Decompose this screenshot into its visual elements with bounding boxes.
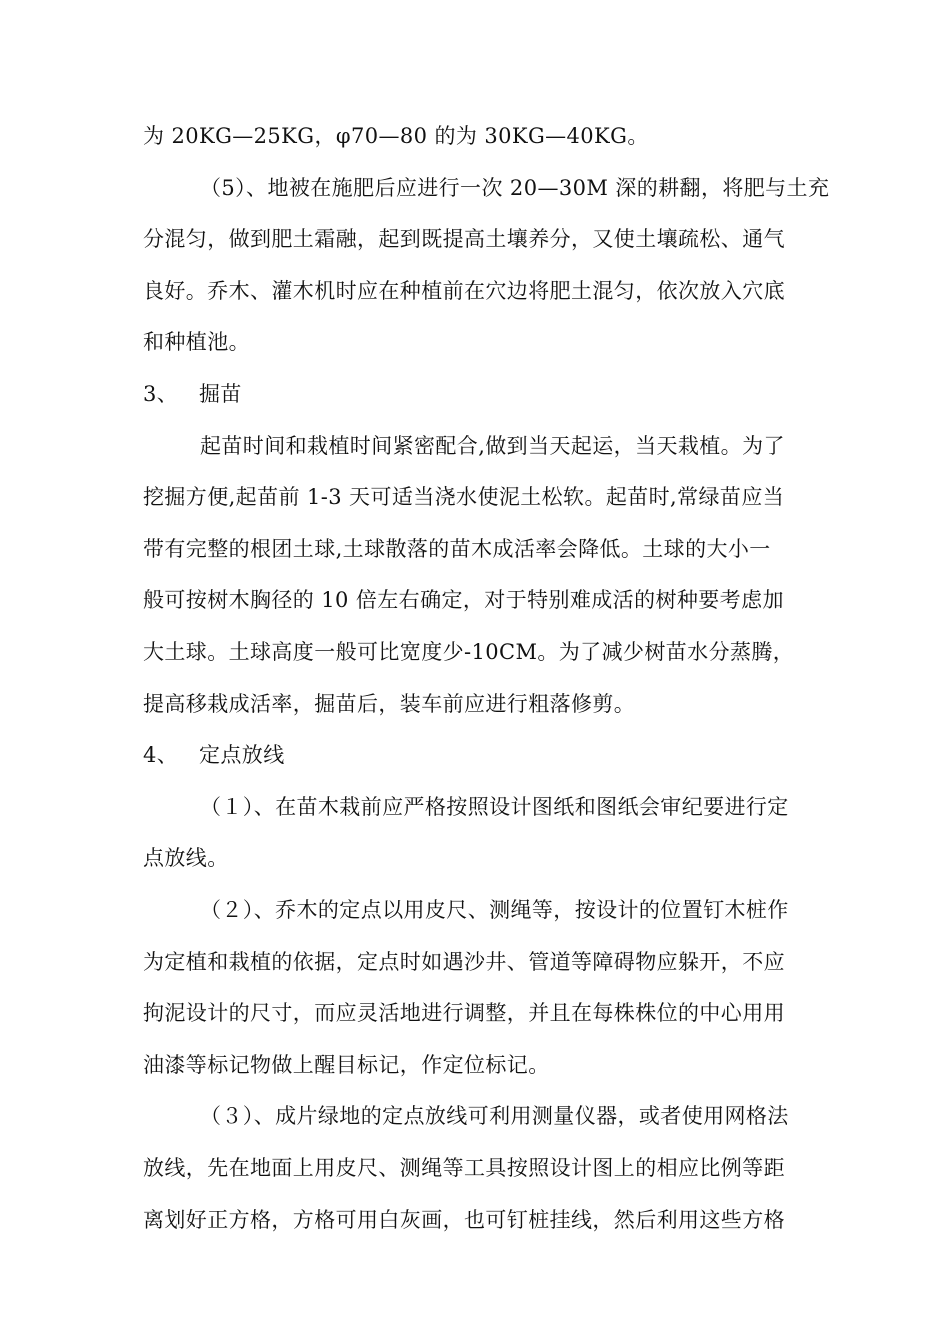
paragraph-line: 拘泥设计的尺寸，而应灵活地进行调整，并且在每株株位的中心用用 [143, 1001, 785, 1025]
paragraph-line: 般可按树木胸径的 10 倍左右确定，对于特别难成活的树种要考虑加 [143, 588, 784, 612]
paragraph-line: 点放线。 [143, 846, 229, 870]
paragraph-line: 大土球。土球高度一般可比宽度少-10CM。为了减少树苗水分蒸腾， [143, 640, 795, 664]
paragraph-line: 和种植池。 [143, 330, 250, 354]
paragraph-line: 离划好正方格，方格可用白灰画，也可钉桩挂线，然后利用这些方格 [143, 1208, 785, 1232]
paragraph-line: 带有完整的根团土球,土球散落的苗木成活率会降低。土球的大小一 [143, 537, 771, 561]
section-title: 掘苗 [199, 382, 242, 406]
paragraph-line: 起苗时间和栽植时间紧密配合,做到当天起运，当天栽植。为了 [200, 434, 785, 458]
section-number: 3、 [143, 382, 179, 406]
paragraph-line: （２）、乔木的定点以用皮尺、测绳等，按设计的位置钉木桩作 [200, 898, 789, 922]
paragraph-line: 挖掘方便,起苗前 1-3 天可适当浇水使泥土松软。起苗时,常绿苗应当 [143, 485, 785, 509]
paragraph-line: （１）、在苗木栽前应严格按照设计图纸和图纸会审纪要进行定 [200, 795, 789, 819]
paragraph-line: 放线，先在地面上用皮尺、测绳等工具按照设计图上的相应比例等距 [143, 1156, 785, 1180]
paragraph-line: 为定植和栽植的依据，定点时如遇沙井、管道等障碍物应躲开，不应 [143, 950, 785, 974]
section-title: 定点放线 [199, 743, 285, 767]
paragraph-line: 良好。乔木、灌木机时应在种植前在穴边将肥土混匀，依次放入穴底 [143, 279, 785, 303]
section-heading [143, 379, 950, 409]
paragraph-line: （5）、地被在施肥后应进行一次 20—30M 深的耕翻，将肥与土充 [200, 176, 830, 200]
section-number: 4、 [143, 743, 179, 767]
paragraph-line: 油漆等标记物做上醒目标记，作定位标记。 [143, 1053, 550, 1077]
paragraph-line: （３）、成片绿地的定点放线可利用测量仪器，或者使用网格法 [200, 1104, 789, 1128]
paragraph-line: 分混匀，做到肥土霜融，起到既提高土壤养分，又使土壤疏松、通气 [143, 227, 785, 251]
paragraph-line: 为 20KG—25KG，φ70—80 的为 30KG—40KG。 [143, 124, 649, 148]
paragraph-line: 提高移栽成活率，掘苗后，装车前应进行粗落修剪。 [143, 692, 636, 716]
section-heading [143, 740, 950, 770]
